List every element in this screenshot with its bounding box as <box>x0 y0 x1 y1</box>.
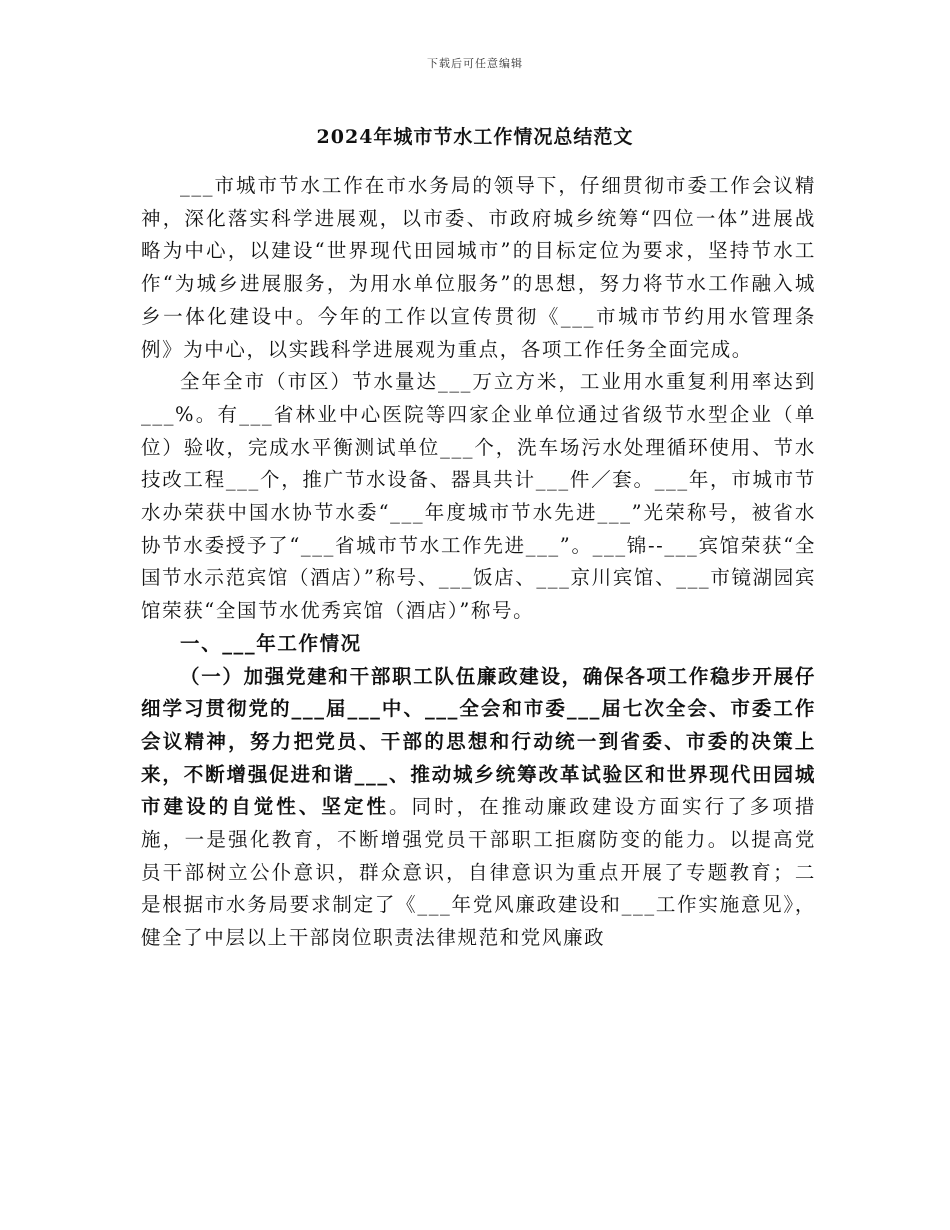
document-body <box>141 170 816 955</box>
paragraph-intro: ___市城市节水工作在市水务局的领导下，仔细贯彻市委工作会议精神，深化落实科学进展观，以市委、市政府城乡统筹“四位一体”进展战略为中心，以建设“世界现代田园城市”的目标定位为要求，坚持节水工作“为城乡进展服务，为用水单位服务”的思想，努力将节水工作融入城乡一体化建设中。今年的工作以宣传贯彻《___市城市节约用水管理条例》为中心，以实践科学进展观为重点，各项工作任务全面完成。 <box>141 174 816 361</box>
header-note: 下载后可任意编辑 <box>427 57 523 70</box>
paragraph-measures: 。同时，在推动廉政建设方面实行了多项措施，一是强化教育，不断增强党员干部职工拒腐防变的能力。以提高党员干部树立公仆意识，群众意识，自律意识为重点开展了专题教育；二是根据市水务局要求制定了《___年党风廉政建设和___工作实施意见》，健全了中层以上干部岗位职责法律规范和党风廉政 <box>141 795 816 950</box>
paragraph-subheading: （一）加强党建和干部职工队伍廉政建设，确保各项工作稳步开展仔细学习贯彻党的___届___中、___全会和市委___届七次全会、市委工作会议精神，努力把党员、干部的思想和行动统一到省委、市委的决策上来，不断增强促进和谐___、推动城乡统筹改革试验区和世界现代田园城市建设的自觉性、坚定性 <box>141 664 816 819</box>
section-heading: 一、___年工作情况 <box>180 631 362 655</box>
document-title: 2024年城市节水工作情况总结范文 <box>316 126 634 148</box>
paragraph-party-building <box>141 661 816 955</box>
paragraph-statistics: 全年全市（市区）节水量达___万立方米，工业用水重复利用率达到___%。有___省林业中心医院等四家企业单位通过省级节水型企业（单位）验收，完成水平衡测试单位___个，洗车场污水处理循环使用、节水技改工程___个，推广节水设备、器具共计___件／套。___年，市城市节水办荣获中国水协节水委“___年度城市节水先进___”光荣称号，被省水协节水委授予了“___省城市节水工作先进___”。___锦--___宾馆荣获“全国节水示范宾馆（酒店）”称号、___饭店、___京川宾馆、___市镜湖园宾馆荣获“全国节水优秀宾馆（酒店）”称号。 <box>141 370 816 623</box>
